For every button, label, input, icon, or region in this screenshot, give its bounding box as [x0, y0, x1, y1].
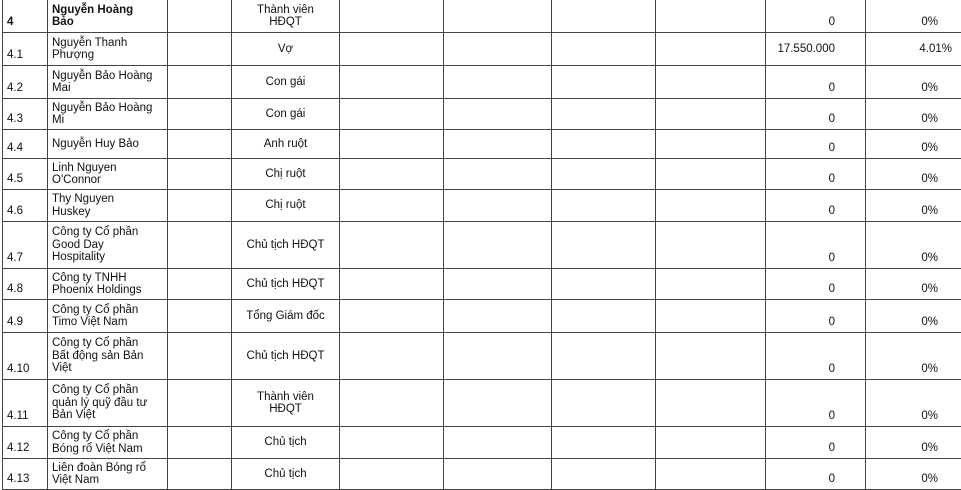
cell-relation: Chủ tịch HĐQT [232, 333, 340, 380]
cell-empty [656, 130, 766, 159]
table-row [3, 269, 961, 300]
cell-empty [340, 269, 444, 300]
cell-empty [168, 269, 232, 300]
cell-empty [168, 427, 232, 459]
cell-empty [656, 459, 766, 490]
cell-empty [552, 99, 656, 130]
cell-percent: 0% [866, 159, 961, 190]
table-row [3, 222, 961, 269]
cell-empty [552, 33, 656, 66]
cell-relation: Tổng Giám đốc [232, 300, 340, 333]
cell-empty [340, 380, 444, 427]
table-row [3, 99, 961, 130]
cell-empty [444, 222, 552, 269]
cell-no: 4.6 [3, 190, 48, 222]
cell-no: 4.7 [3, 222, 48, 269]
cell-name: Nguyễn Thanh Phượng [48, 33, 168, 66]
cell-empty [656, 66, 766, 99]
table-row [3, 130, 961, 159]
cell-shares: 0 [766, 333, 866, 380]
table-row [3, 380, 961, 427]
cell-relation: Chị ruột [232, 190, 340, 222]
cell-empty [444, 300, 552, 333]
cell-shares: 17.550.000 [766, 33, 866, 66]
cell-no: 4.8 [3, 269, 48, 300]
cell-name: Nguyễn Huy Bảo [48, 130, 168, 159]
cell-shares: 0 [766, 380, 866, 427]
cell-empty [168, 130, 232, 159]
cell-empty [340, 459, 444, 490]
cell-empty [444, 159, 552, 190]
cell-empty [340, 130, 444, 159]
cell-empty [552, 0, 656, 33]
cell-no: 4 [3, 0, 48, 33]
cell-empty [168, 159, 232, 190]
cell-no: 4.12 [3, 427, 48, 459]
cell-empty [168, 380, 232, 427]
cell-relation: Chủ tịch [232, 459, 340, 490]
cell-empty [444, 269, 552, 300]
cell-empty [552, 380, 656, 427]
table-row [3, 0, 961, 33]
cell-shares: 0 [766, 300, 866, 333]
cell-empty [168, 222, 232, 269]
cell-name: Công ty TNHH Phoenix Holdings [48, 269, 168, 300]
cell-empty [552, 222, 656, 269]
cell-empty [444, 427, 552, 459]
cell-no: 4.4 [3, 130, 48, 159]
cell-name: Linh Nguyen O'Connor [48, 159, 168, 190]
cell-percent: 0% [866, 130, 961, 159]
related-persons-table [2, 0, 961, 490]
cell-shares: 0 [766, 269, 866, 300]
cell-name: Thy Nguyen Huskey [48, 190, 168, 222]
cell-percent: 0% [866, 427, 961, 459]
cell-percent: 0% [866, 222, 961, 269]
cell-empty [656, 300, 766, 333]
cell-name: Nguyễn Hoàng Bảo [48, 0, 168, 33]
cell-percent: 0% [866, 380, 961, 427]
cell-empty [656, 380, 766, 427]
cell-name: Công ty Cổ phần Bóng rổ Việt Nam [48, 427, 168, 459]
cell-empty [168, 300, 232, 333]
cell-percent: 0% [866, 66, 961, 99]
cell-relation: Chủ tịch [232, 427, 340, 459]
cell-relation: Con gái [232, 99, 340, 130]
cell-percent: 0% [866, 190, 961, 222]
cell-name: Công ty Cổ phần Bất động sản Bản Việt [48, 333, 168, 380]
cell-name: Công ty Cổ phần Good Day Hospitality [48, 222, 168, 269]
cell-empty [340, 33, 444, 66]
cell-empty [340, 0, 444, 33]
cell-relation: Chủ tịch HĐQT [232, 269, 340, 300]
cell-relation: Anh ruột [232, 130, 340, 159]
cell-percent: 0% [866, 459, 961, 490]
cell-shares: 0 [766, 130, 866, 159]
cell-shares: 0 [766, 222, 866, 269]
cell-empty [444, 190, 552, 222]
cell-empty [656, 427, 766, 459]
cell-name: Công ty Cổ phần Timo Việt Nam [48, 300, 168, 333]
cell-empty [552, 459, 656, 490]
cell-relation: Vợ [232, 33, 340, 66]
table-row [3, 66, 961, 99]
cell-shares: 0 [766, 427, 866, 459]
cell-empty [552, 190, 656, 222]
table-row [3, 190, 961, 222]
cell-empty [340, 300, 444, 333]
cell-relation: Chị ruột [232, 159, 340, 190]
cell-relation: Thành viên HĐQT [232, 380, 340, 427]
cell-empty [444, 333, 552, 380]
cell-no: 4.5 [3, 159, 48, 190]
cell-no: 4.13 [3, 459, 48, 490]
cell-name: Công ty Cổ phần quản lý quỹ đầu tư Bản Việt [48, 380, 168, 427]
cell-empty [552, 130, 656, 159]
cell-empty [656, 159, 766, 190]
table-row [3, 33, 961, 66]
cell-shares: 0 [766, 459, 866, 490]
cell-empty [552, 427, 656, 459]
cell-percent: 0% [866, 269, 961, 300]
cell-empty [168, 333, 232, 380]
cell-no: 4.10 [3, 333, 48, 380]
table-row [3, 300, 961, 333]
cell-relation: Thành viên HĐQT [232, 0, 340, 33]
cell-empty [340, 159, 444, 190]
cell-empty [656, 0, 766, 33]
cell-relation: Con gái [232, 66, 340, 99]
cell-empty [656, 99, 766, 130]
cell-empty [444, 0, 552, 33]
table-body [3, 0, 961, 490]
cell-percent: 4.01% [866, 33, 961, 66]
cell-empty [444, 66, 552, 99]
cell-empty [656, 333, 766, 380]
table-row [3, 427, 961, 459]
cell-empty [168, 190, 232, 222]
cell-empty [340, 66, 444, 99]
cell-name: Nguyễn Bảo Hoàng Mai [48, 66, 168, 99]
cell-name: Liên đoàn Bóng rổ Việt Nam [48, 459, 168, 490]
cell-percent: 0% [866, 333, 961, 380]
cell-empty [656, 33, 766, 66]
cell-empty [168, 66, 232, 99]
cell-empty [168, 0, 232, 33]
cell-empty [168, 459, 232, 490]
cell-empty [340, 427, 444, 459]
cell-shares: 0 [766, 190, 866, 222]
cell-empty [656, 269, 766, 300]
cell-empty [444, 459, 552, 490]
cell-relation: Chủ tịch HĐQT [232, 222, 340, 269]
cell-empty [552, 66, 656, 99]
cell-empty [656, 222, 766, 269]
cell-empty [444, 380, 552, 427]
cell-no: 4.3 [3, 99, 48, 130]
cell-no: 4.1 [3, 33, 48, 66]
cell-empty [552, 269, 656, 300]
cell-empty [340, 333, 444, 380]
cell-shares: 0 [766, 0, 866, 33]
cell-empty [552, 333, 656, 380]
cell-empty [168, 99, 232, 130]
cell-empty [552, 159, 656, 190]
cell-empty [552, 300, 656, 333]
cell-percent: 0% [866, 99, 961, 130]
cell-no: 4.2 [3, 66, 48, 99]
cell-empty [168, 33, 232, 66]
cell-empty [340, 190, 444, 222]
cell-empty [444, 99, 552, 130]
cell-empty [444, 130, 552, 159]
cell-empty [340, 99, 444, 130]
cell-empty [656, 190, 766, 222]
cell-percent: 0% [866, 300, 961, 333]
cell-percent: 0% [866, 0, 961, 33]
cell-empty [340, 222, 444, 269]
cell-shares: 0 [766, 66, 866, 99]
table-row [3, 333, 961, 380]
cell-empty [444, 33, 552, 66]
cell-name: Nguyễn Bảo Hoàng Mi [48, 99, 168, 130]
cell-shares: 0 [766, 99, 866, 130]
cell-no: 4.9 [3, 300, 48, 333]
table-row [3, 459, 961, 490]
cell-no: 4.11 [3, 380, 48, 427]
cell-shares: 0 [766, 159, 866, 190]
table-row [3, 159, 961, 190]
